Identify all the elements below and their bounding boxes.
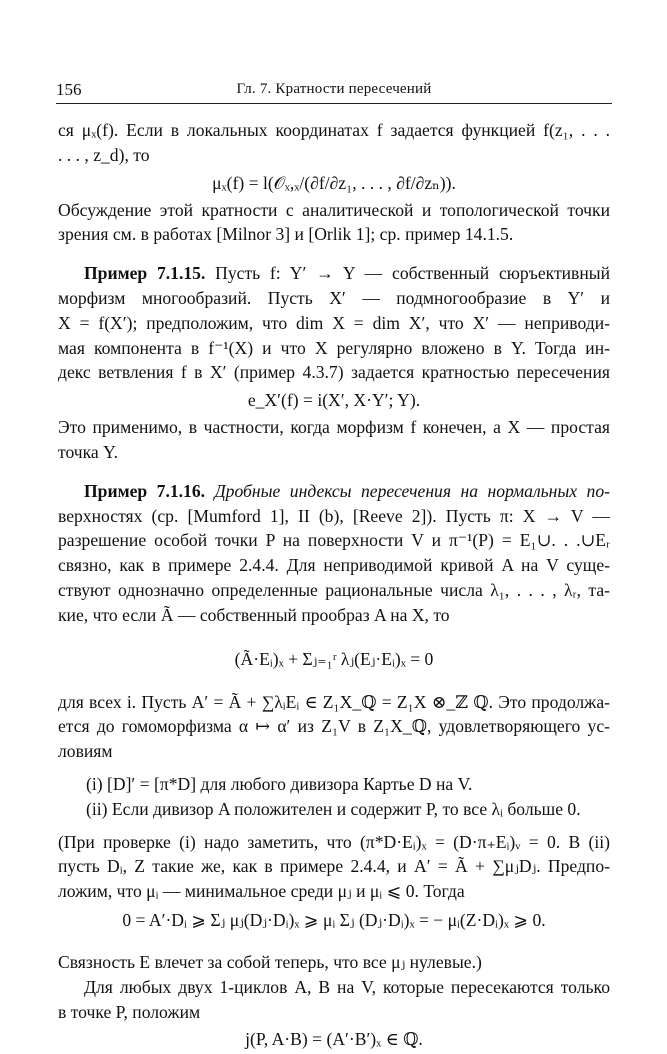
text-line: X = f(X′); предположим, что dim X = dim X′, что X′ — неприводи- (58, 312, 610, 333)
page-number: 156 (56, 80, 82, 99)
display-equation: e_X′(f) = i(X′, X·Y′; Y). (247, 390, 421, 411)
text-line: декс ветвления f в X′ (пример 4.3.7) задается кратностью пересечения (58, 362, 610, 383)
text-line: морфизм многообразий. Пусть X′ — подмногообразие в Y′ и (58, 287, 610, 308)
example-first-line (58, 261, 610, 286)
text-line: (При проверке (i) надо заметить, что (π*D·Eᵢ)ₓ = (D·π₊Eᵢ)ᵥ = 0. В (ii) (58, 831, 610, 852)
text-line: ловиям (58, 741, 113, 762)
text-line: кие, что если Ã — собственный прообраз A на X, то (58, 604, 450, 625)
text-line: пусть Dᵢ, Z такие же, как в примере 2.4.4, и A′ = Ã + ∑μⱼDⱼ. Предпо- (58, 856, 610, 877)
display-equation (58, 628, 610, 690)
header-rule (56, 103, 612, 104)
text-line: связно, как в примере 2.4.4. Для неприводимой кривой A на V суще- (58, 555, 610, 576)
example-title: Дробные индексы пересечения на нормальных по- (205, 480, 610, 501)
text-line: Для любых двух 1-циклов A, B на V, которые пересекаются только (84, 976, 610, 997)
text-line: Связность E влечет за собой теперь, что все μⱼ нулевые.) (58, 951, 482, 972)
display-equation (58, 904, 610, 950)
list-item: (ii) Если дивизор A положителен и содержит P, то все λᵢ больше 0. (86, 798, 581, 819)
display-equation: j(P, A·B) = (A′·B′)ₓ ∈ ℚ. (245, 1029, 423, 1050)
paragraph-gap (58, 465, 610, 479)
text-line: ствуют однозначно определенные рациональные числа λ₁, . . . , λᵣ, та- (58, 579, 610, 600)
text-line: зрения см. в работах [Milnor 3] и [Orlik 1]; ср. пример 14.1.5. (58, 224, 514, 245)
example-label: Пример 7.1.16. (84, 480, 206, 501)
text-line: ется до гомоморфизма α ↦ α′ из Z₁V в Z₁X_ℚ, удовлетворяющего ус- (58, 716, 610, 737)
paragraph-gap (58, 247, 610, 261)
list-item: (i) [D]′ = [π*D] для любого дивизора Картье D на V. (86, 773, 473, 794)
page-header (56, 80, 612, 102)
list-gap (58, 822, 610, 830)
example-label: Пример 7.1.15. (84, 263, 206, 284)
text-line: в точке P, положим (58, 1001, 201, 1022)
list-gap (58, 764, 610, 772)
text-line: . . . , z_d), то (58, 144, 150, 165)
text-line: для всех i. Пусть A′ = Ã + ∑λᵢEᵢ ∈ Z₁X_ℚ = Z₁X ⊗_ℤ ℚ. Это продолжа- (58, 691, 610, 712)
text-line: верхностях (ср. [Mumford 1], II (b), [Reeve 2]). Пусть π: X → V — (58, 505, 610, 526)
example-first-line (58, 479, 610, 504)
text-line: ложим, что μᵢ — минимальное среди μⱼ и μᵢ ⩽ 0. Тогда (58, 881, 465, 902)
text-line: Это применимо, в частности, когда морфизм f конечен, а X — простая (58, 417, 610, 438)
text-line: точка Y. (58, 441, 118, 462)
example-text: Пусть f: Y′ → Y — собственный сюръективный (205, 263, 610, 284)
page-body (58, 118, 610, 1054)
text-line: мая компонента в f⁻¹(X) и что X регулярно вложено в Y. Тогда ин- (58, 337, 610, 358)
text-line: Обсуждение этой кратности с аналитической и топологической точки (58, 199, 610, 220)
sum-equation: (Ã·Eᵢ)ₓ + Σⱼ₌₁ʳ λⱼ(Eⱼ·Eᵢ)ₓ = 0 (234, 648, 434, 669)
text-line: ся μₓ(f). Если в локальных координатах f задается функцией f(z₁, . . . (58, 120, 610, 140)
text-line: разрешение особой точки P на поверхности V и π⁻¹(P) = E₁∪. . .∪Eᵣ (58, 530, 610, 551)
inequality-chain: 0 = A′·Dᵢ ⩾ Σⱼ μⱼ(Dⱼ·Dᵢ)ₓ ⩾ μᵢ Σⱼ (Dⱼ·Dᵢ)ₓ = − μᵢ(Z·Dᵢ)ₓ ⩾ 0. (122, 909, 546, 930)
running-title: Гл. 7. Кратности пересечений (236, 81, 432, 97)
display-equation: μₓ(f) = l(𝒪ₓ,ₓ/(∂f/∂z₁, . . . , ∂f/∂zₙ)). (212, 172, 456, 193)
